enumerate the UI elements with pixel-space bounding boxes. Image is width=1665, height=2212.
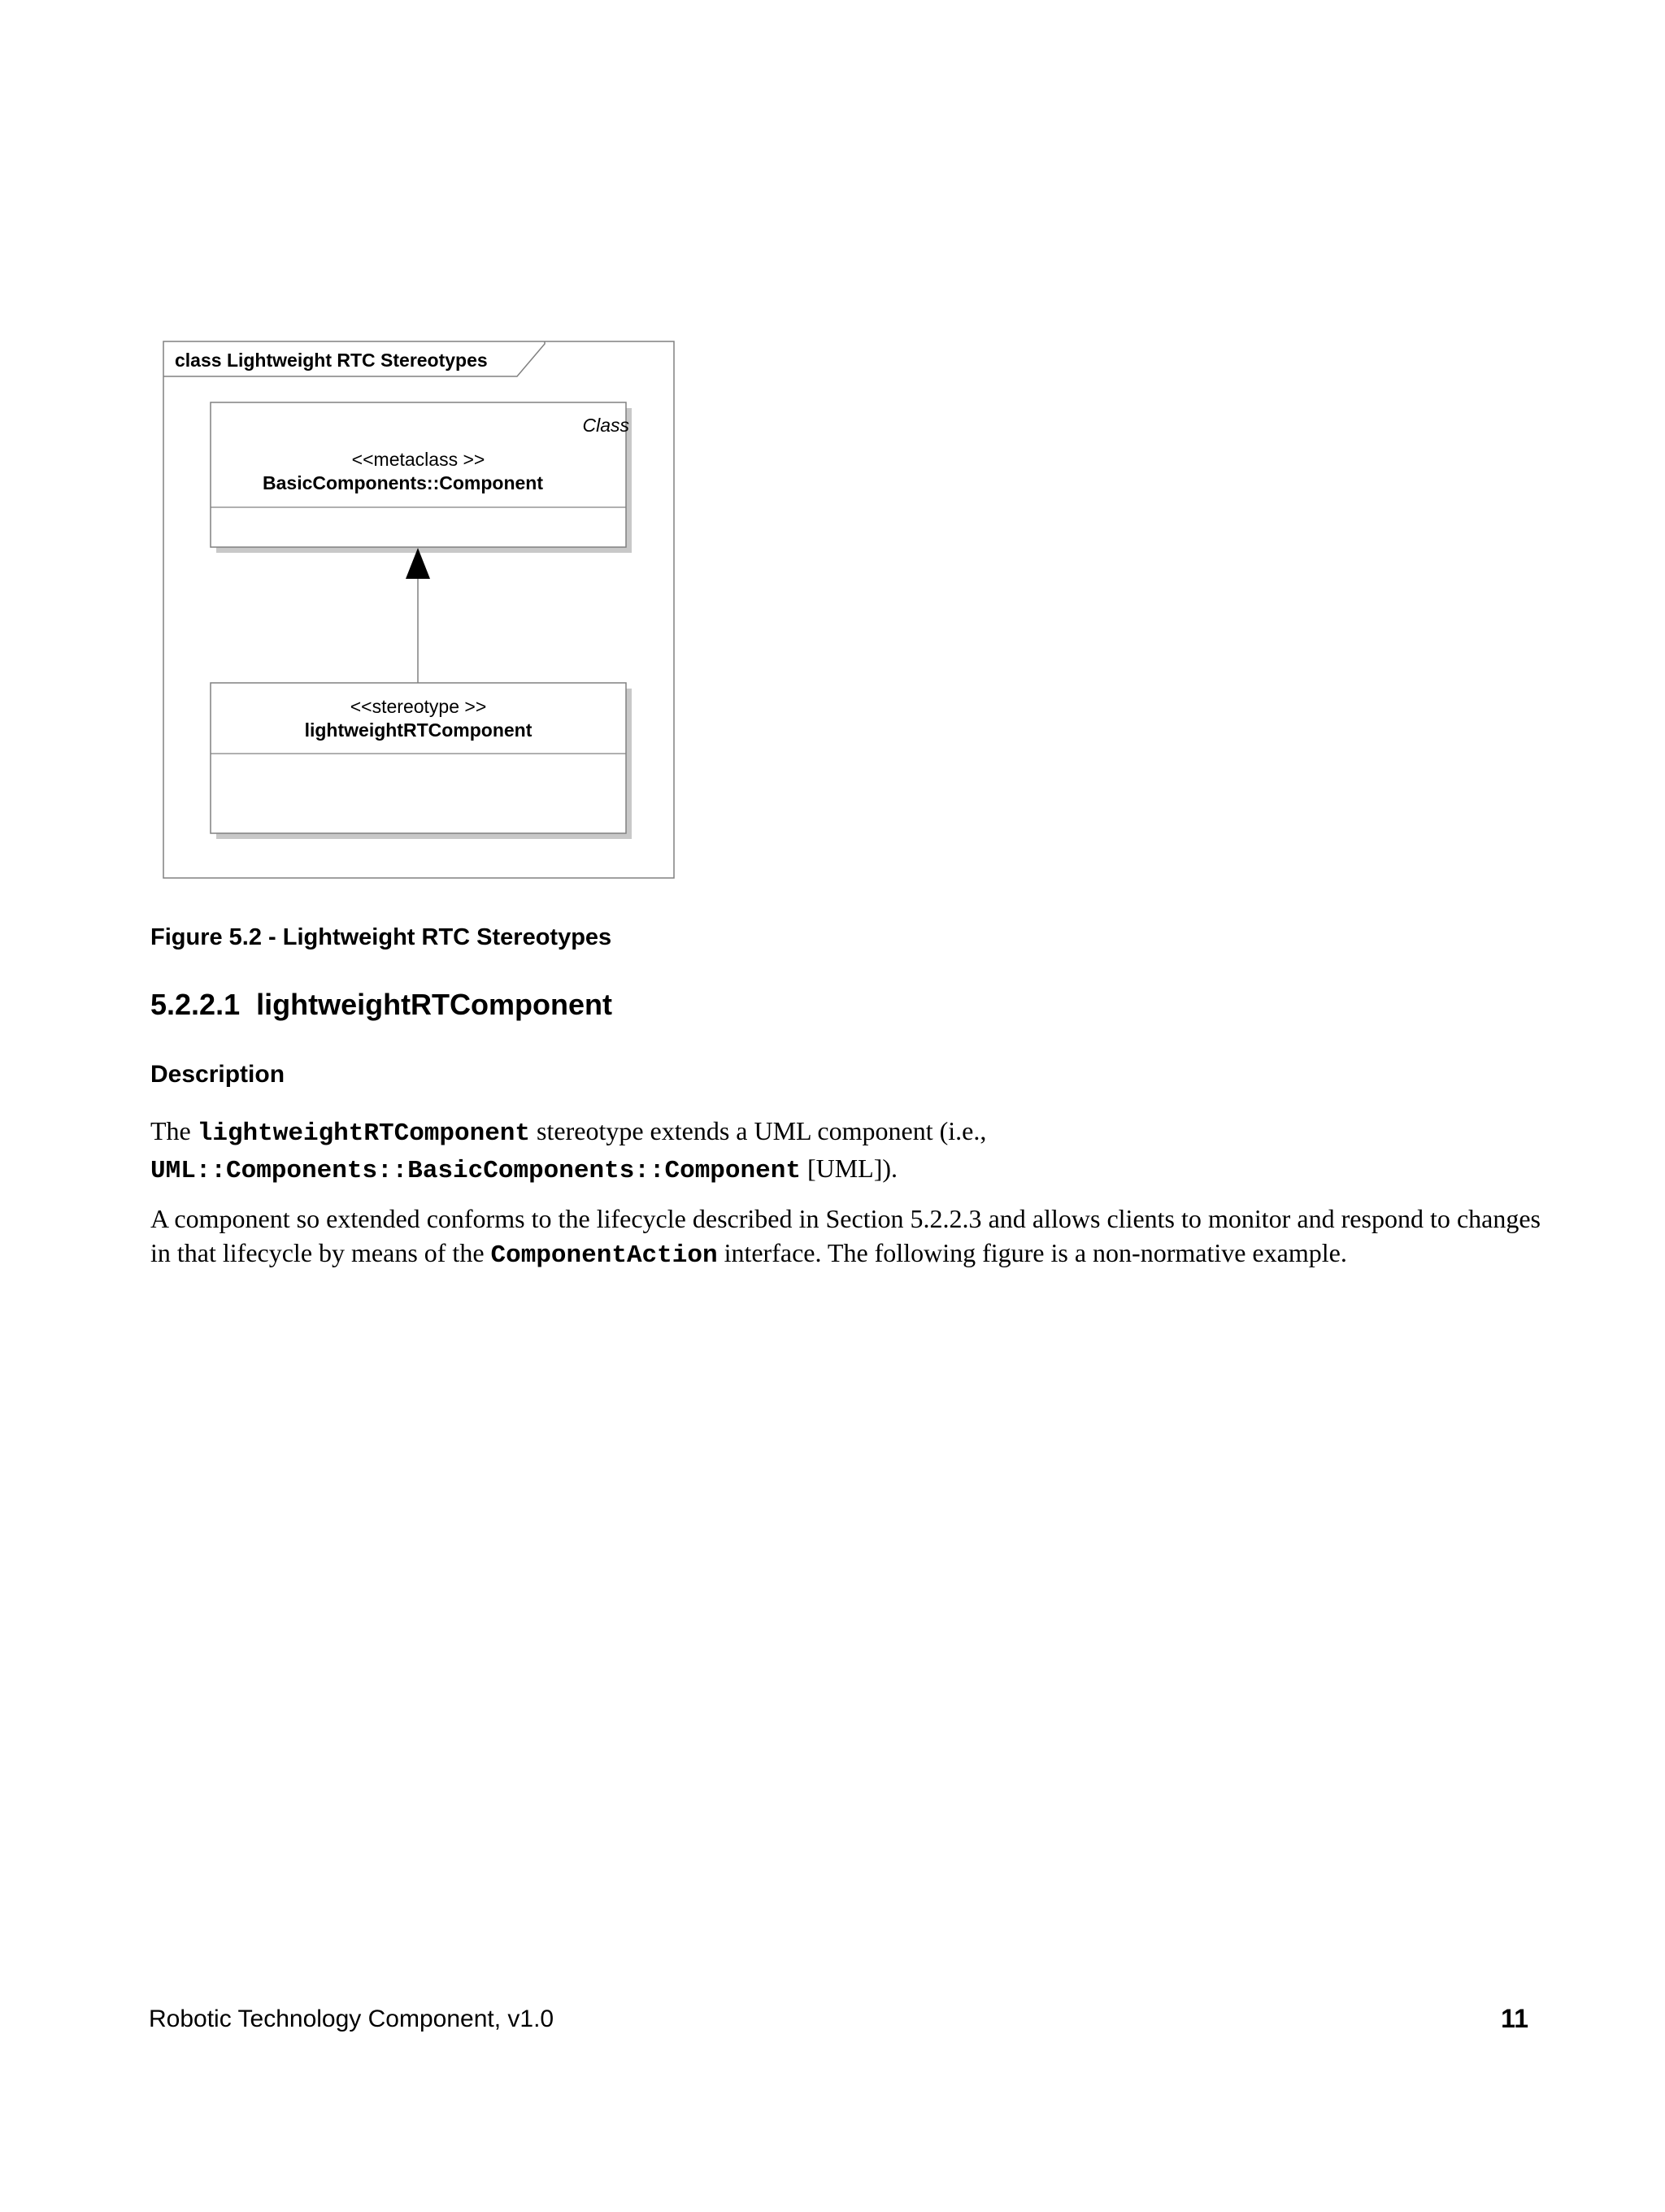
stereotype-name-label: lightweightRTComponent bbox=[304, 719, 533, 741]
code-term: UML::Components::BasicComponents::Component bbox=[150, 1157, 801, 1185]
paragraph-lifecycle bbox=[150, 1202, 1541, 1273]
section-title: lightweightRTComponent bbox=[256, 988, 613, 1021]
section-heading bbox=[150, 988, 612, 1022]
text-run: A component so extended conforms to the lifecycle described in Section 5.2.2.3 and allows clients to monitor and respond to changes in that lifecycle by means of the bbox=[150, 1204, 1541, 1267]
figure-caption: Figure 5.2 - Lightweight RTC Stereotypes bbox=[150, 924, 612, 950]
paragraph-stereotype-definition bbox=[150, 1114, 1532, 1189]
section-number: 5.2.2.1 bbox=[150, 988, 241, 1021]
code-term: ComponentAction bbox=[490, 1241, 718, 1270]
text-run: interface. The following figure is a non-normative example. bbox=[717, 1238, 1347, 1267]
text-run: The bbox=[150, 1116, 198, 1145]
text-run: [UML]). bbox=[800, 1154, 898, 1183]
stereotype-keyword-label: <<stereotype >> bbox=[350, 696, 487, 717]
text-run: stereotype extends a UML component (i.e., bbox=[530, 1116, 987, 1145]
footer-page-number: 11 bbox=[1501, 2004, 1528, 2033]
metaclass-kind-label: Class bbox=[582, 415, 629, 436]
diagram-frame-title: class Lightweight RTC Stereotypes bbox=[175, 350, 488, 371]
uml-class-diagram bbox=[163, 341, 683, 887]
metaclass-stereotype-label: <<metaclass >> bbox=[351, 449, 485, 470]
metaclass-name-label: BasicComponents::Component bbox=[263, 472, 543, 493]
code-term: lightweightRTComponent bbox=[197, 1119, 531, 1148]
description-heading: Description bbox=[150, 1061, 285, 1088]
footer-document-title: Robotic Technology Component, v1.0 bbox=[149, 2006, 554, 2032]
